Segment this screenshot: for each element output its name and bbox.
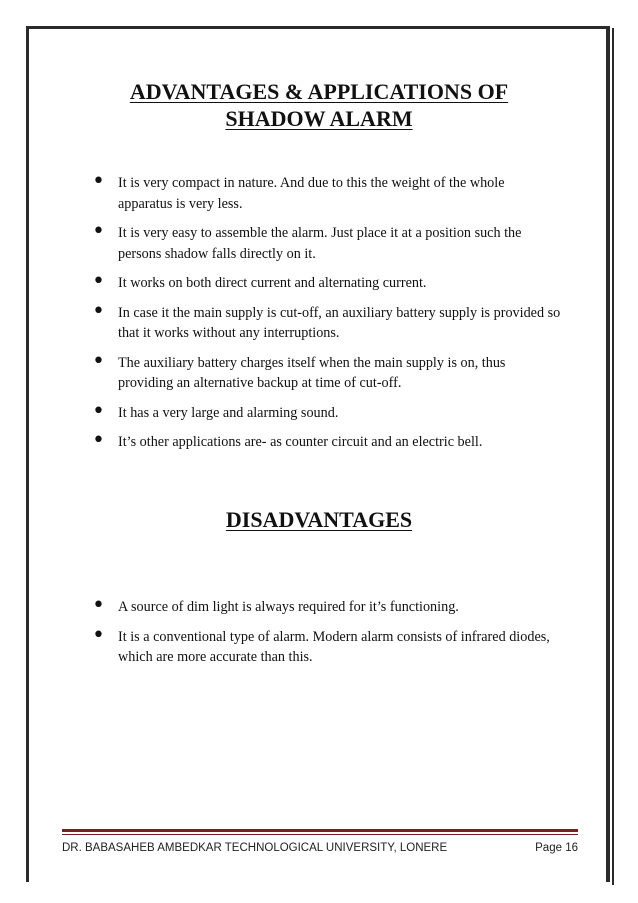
- disadvantages-list: [92, 593, 562, 677]
- bullet-icon: •: [92, 219, 105, 244]
- list-item: [92, 398, 562, 424]
- list-item-text: A source of dim light is always required for it’s functioning.: [118, 599, 459, 615]
- list-item-text: It has a very large and alarming sound.: [118, 404, 339, 421]
- bullet-icon: •: [92, 593, 105, 618]
- page-footer: [62, 842, 578, 854]
- advantages-heading: [0, 78, 638, 132]
- bullet-icon: •: [92, 428, 105, 453]
- footer-page-number: Page 16: [535, 842, 578, 854]
- bullet-icon: •: [92, 169, 105, 194]
- list-item-text: It is very compact in nature. And due to this the weight of the whole apparatus is very less.: [118, 175, 505, 212]
- advantages-list: [92, 169, 562, 462]
- list-item-text: In case it the main supply is cut-off, an auxiliary battery supply is provided so that it works without any interruptions.: [118, 304, 561, 341]
- bullet-icon: •: [92, 622, 105, 648]
- bullet-icon: •: [92, 269, 105, 294]
- list-item-text: It’s other applications are- as counter circuit and an electric bell.: [118, 434, 483, 450]
- list-item-text: It is very easy to assemble the alarm. Just place it at a position such the persons shadow falls directly on it.: [118, 225, 522, 262]
- list-item-text: It is a conventional type of alarm. Modern alarm consists of infrared diodes, which are more accurate than this.: [118, 628, 550, 665]
- bullet-icon: •: [92, 298, 105, 324]
- list-item: [92, 169, 562, 214]
- footer-rule-thin: [62, 834, 578, 835]
- list-item: [92, 348, 562, 394]
- footer-rule-thick: [62, 829, 578, 832]
- list-item: [92, 298, 562, 344]
- advantages-heading-line-2: SHADOW ALARM: [225, 106, 413, 131]
- list-item-text: It works on both direct current and alternating current.: [118, 275, 427, 291]
- disadvantages-heading: DISADVANTAGES: [225, 507, 413, 532]
- advantages-heading-line-1: ADVANTAGES & APPLICATIONS OF: [129, 79, 509, 104]
- list-item: [92, 622, 562, 668]
- footer-institution: DR. BABASAHEB AMBEDKAR TECHNOLOGICAL UNIVERSITY, LONERE: [62, 842, 448, 854]
- bullet-icon: •: [92, 398, 105, 424]
- list-item: [92, 219, 562, 264]
- list-item-text: The auxiliary battery charges itself when the main supply is on, thus providing an alternative backup at time of cut-off.: [118, 354, 506, 391]
- list-item: [92, 593, 562, 618]
- bullet-icon: •: [92, 348, 105, 374]
- list-item: [92, 269, 562, 294]
- list-item: [92, 428, 562, 453]
